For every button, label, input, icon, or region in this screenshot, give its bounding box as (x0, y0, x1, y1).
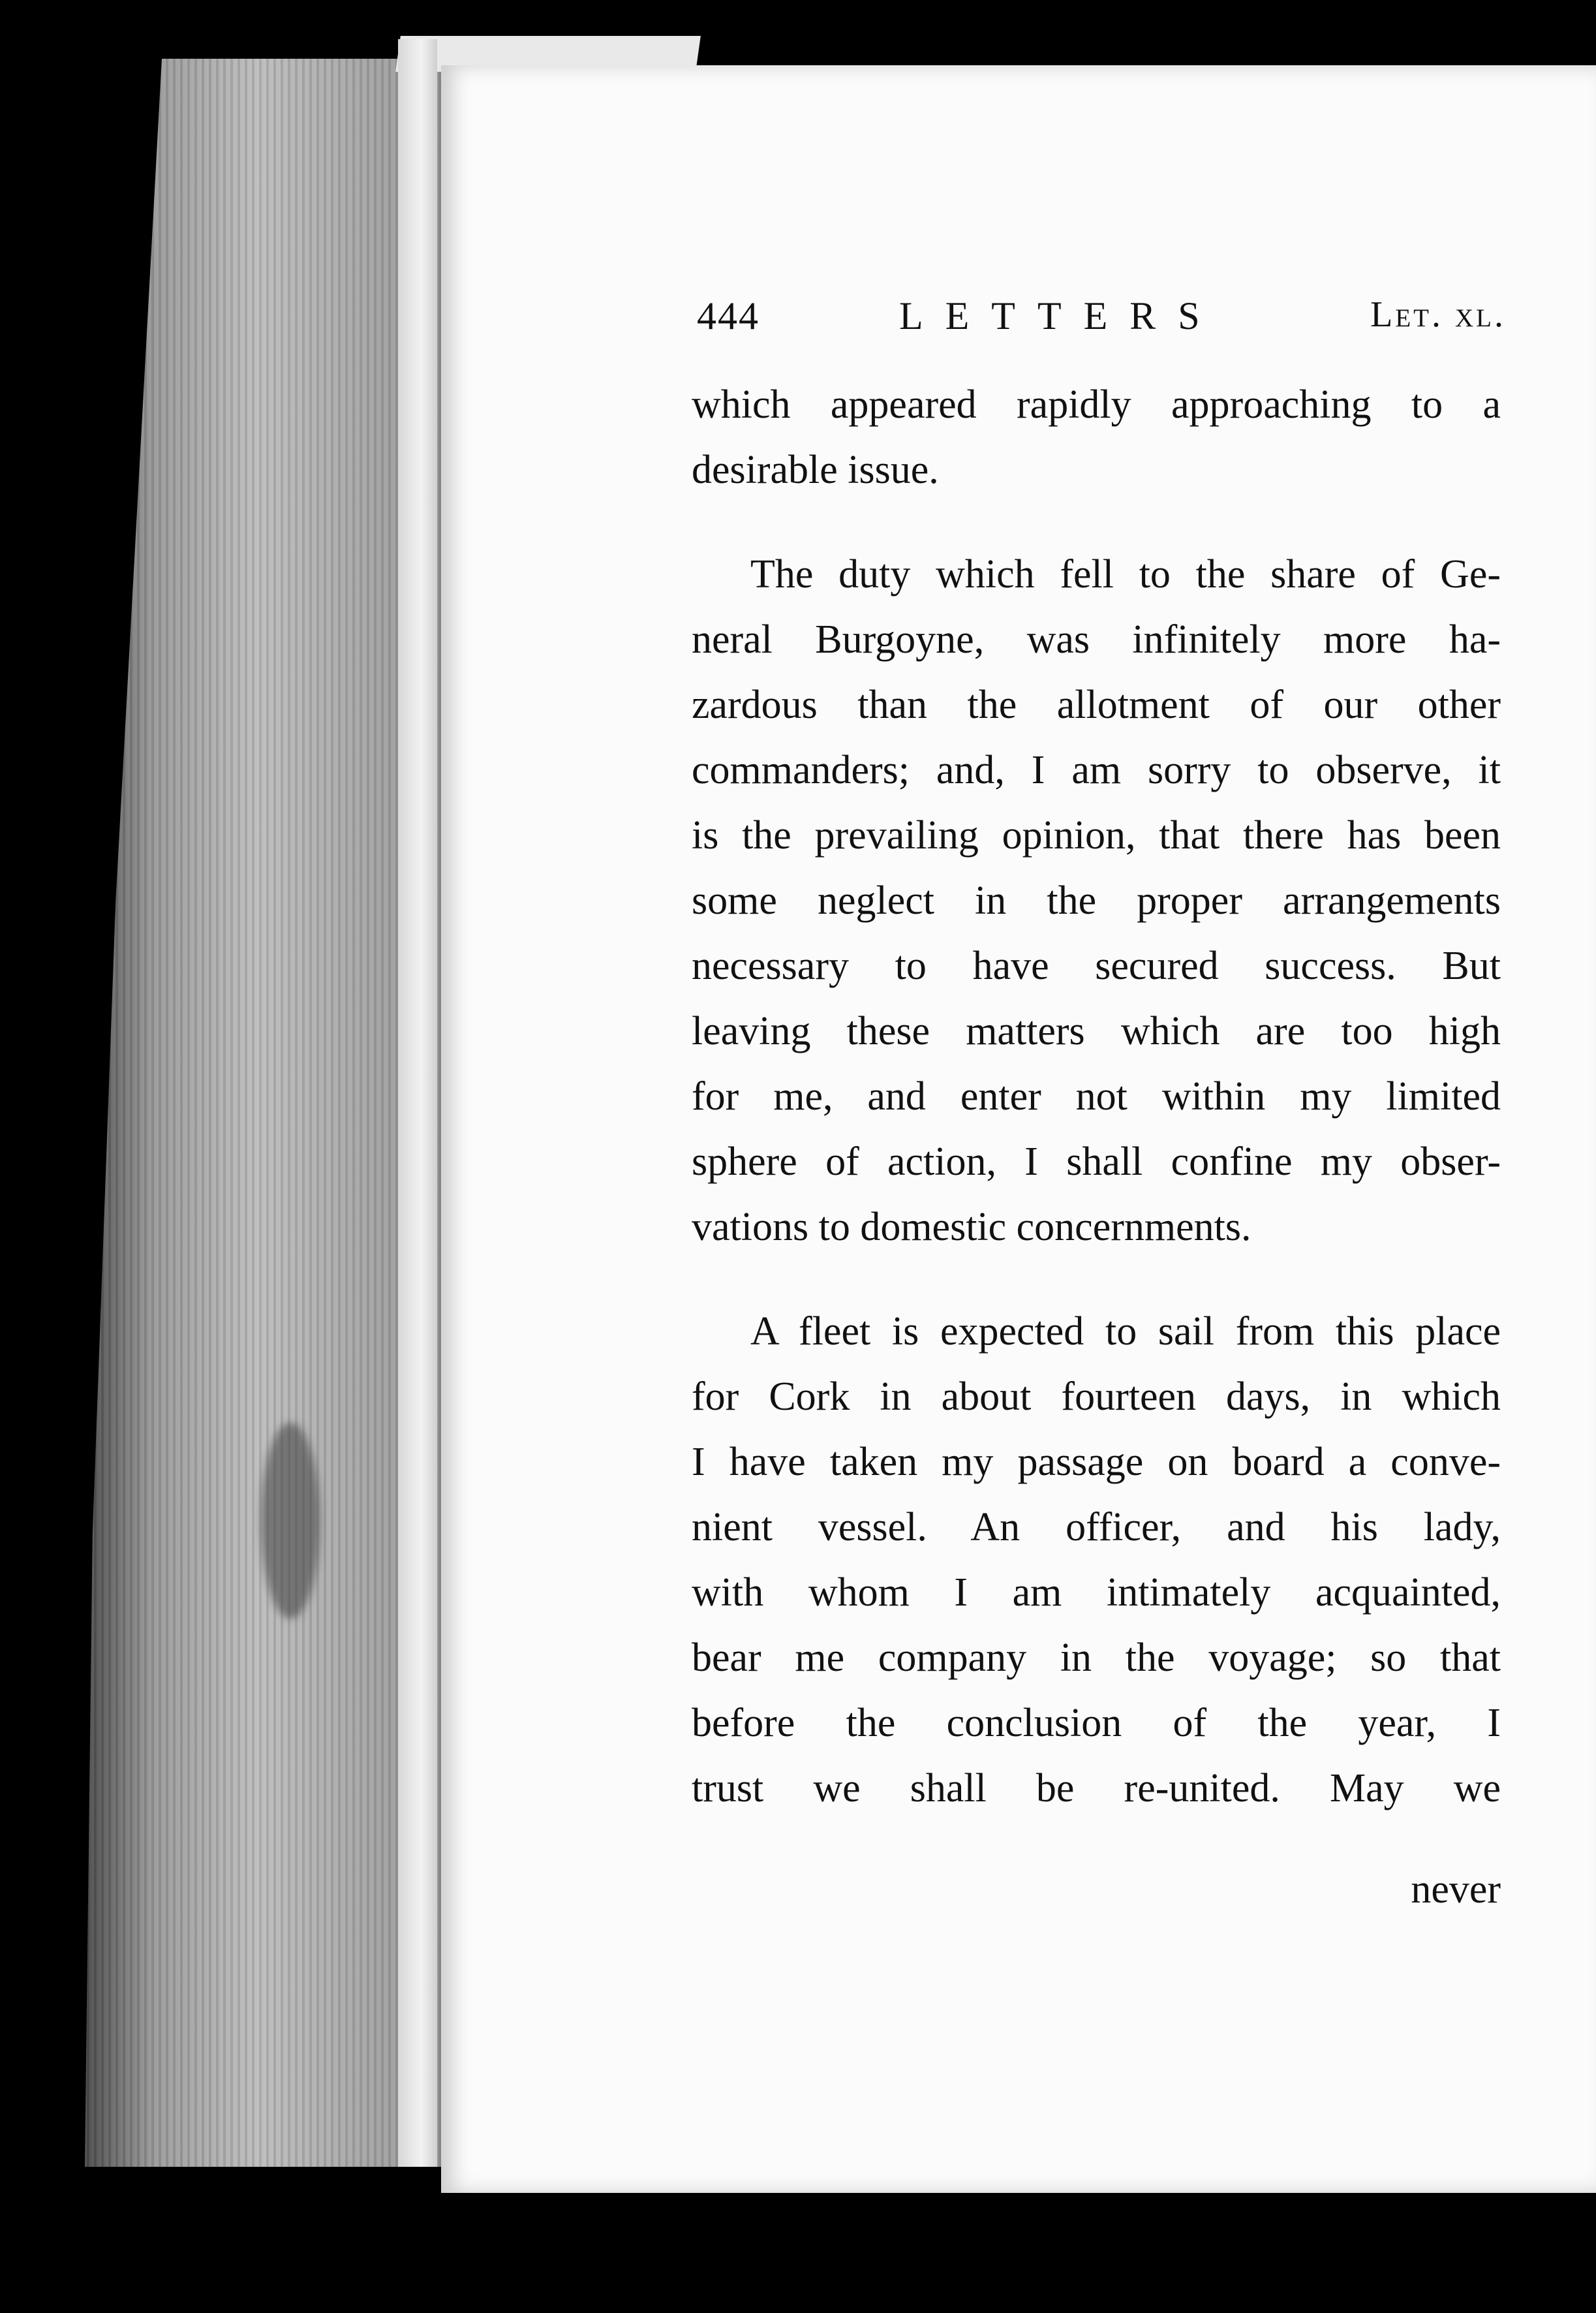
letter-number: Let. xl. (1370, 294, 1506, 335)
text-line: which appeared rapidly approaching to a (692, 382, 1501, 427)
text-line: The duty which fell to the share of Ge- (750, 552, 1501, 597)
text-line: with whom I am intimately acquainted, (692, 1570, 1501, 1615)
catchword: never (1411, 1867, 1501, 1912)
text-line: sphere of action, I shall confine my obser- (692, 1140, 1501, 1184)
text-line: desirable issue. (692, 448, 939, 492)
page-number: 444 (697, 294, 760, 337)
text-line: some neglect in the proper arrangements (692, 878, 1501, 923)
body-text (692, 372, 1501, 1821)
stain-mark (261, 1423, 320, 1619)
running-head (697, 294, 1506, 346)
text-line: zardous than the allotment of our other (692, 683, 1501, 727)
text-line: necessary to have secured success. But (692, 944, 1501, 988)
text-line: is the prevailing opinion, that there has been (692, 813, 1501, 858)
running-title: LETTERS (899, 294, 1222, 337)
text-line: bear me company in the voyage; so that (692, 1636, 1501, 1680)
text-line: vations to domestic concernments. (692, 1205, 1251, 1249)
text-line: I have taken my passage on board a conve- (692, 1440, 1501, 1484)
text-line: for me, and enter not within my limited (692, 1074, 1501, 1119)
text-line: nient vessel. An officer, and his lady, (692, 1505, 1501, 1549)
book-cover-strip (398, 39, 437, 2167)
text-line: leaving these matters which are too high (692, 1009, 1501, 1053)
text-line: trust we shall be re-united. May we (692, 1766, 1501, 1810)
text-line: before the conclusion of the year, I (692, 1701, 1501, 1745)
text-line: commanders; and, I am sorry to observe, it (692, 748, 1501, 792)
text-line: A fleet is expected to sail from this place (750, 1309, 1501, 1354)
text-line: neral Burgoyne, was infinitely more ha- (692, 617, 1501, 662)
text-line: for Cork in about fourteen days, in which (692, 1374, 1501, 1419)
